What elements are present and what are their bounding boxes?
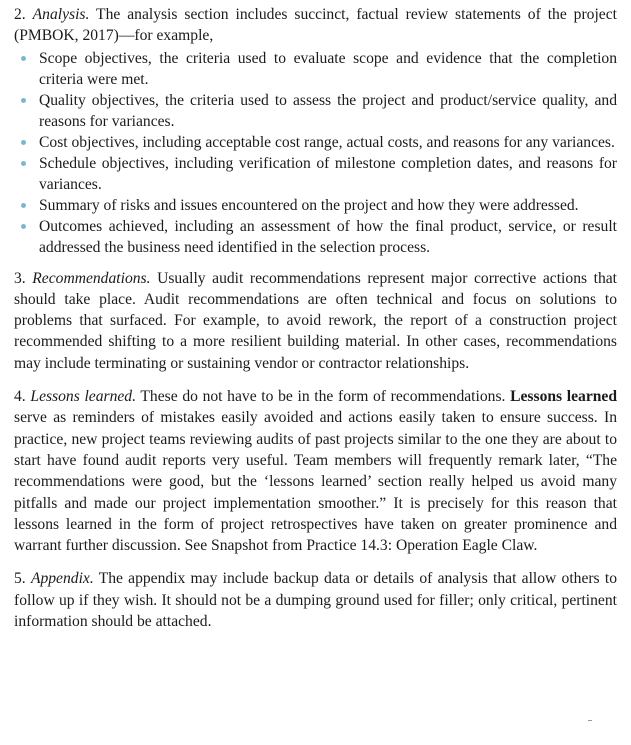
section-paragraph — [14, 4, 617, 47]
list-item — [39, 90, 617, 132]
section-appendix — [14, 568, 617, 632]
list-item — [39, 48, 617, 90]
section-title: Recommendations. — [32, 269, 151, 287]
section-title: Analysis. — [32, 6, 90, 23]
list-item — [39, 216, 617, 258]
list-item-text: Outcomes achieved, including an assessment of how the final product, service, or result addressed the business need identified in the selection process. — [39, 217, 617, 256]
section-lessons-learned — [14, 386, 617, 556]
section-number: 4. — [14, 388, 26, 406]
section-intro-text: These do not have to be in the form of recommendations. — [140, 388, 506, 406]
list-item — [39, 195, 617, 216]
section-text: serve as reminders of mistakes easily avoided and actions easily taken to ensure success. In practice, new project teams reviewing audits of past projects similar to the one they are about to start have found audit reports very useful. Team members will frequently remark later, “The recommendations were good, but the ‘lessons learned’ section really helped us avoid many pitfalls and made our project implementation smoother.” It is precisely for this reason that lessons learned in the form of project retrospectives have taken on greater prominence and warrant further discussion. See Snapshot from Practice 14.3: Operation Eagle Claw. — [14, 409, 617, 555]
list-item-text: Summary of risks and issues encountered on the project and how they were addressed. — [39, 196, 579, 214]
section-recommendations — [14, 268, 617, 374]
section-text: The appendix may include backup data or details of analysis that allow others to follow up if they wish. It should not be a dumping ground used for filler; only critical, pertinent information should be attached. — [14, 570, 617, 631]
page-mark — [588, 720, 592, 721]
list-item-text: Quality objectives, the criteria used to assess the project and product/service quality, and reasons for variances. — [39, 91, 617, 130]
section-paragraph — [14, 386, 617, 556]
bullet-icon — [21, 140, 26, 145]
bullet-icon — [21, 161, 26, 166]
section-number: 2. — [14, 6, 26, 23]
section-title: Appendix. — [30, 570, 94, 588]
section-paragraph — [14, 568, 617, 632]
section-paragraph — [14, 268, 617, 374]
section-title: Lessons learned. — [30, 388, 136, 406]
bold-term: Lessons learned — [510, 388, 618, 406]
bullet-icon — [21, 224, 26, 229]
list-item-text: Schedule objectives, including verification of milestone completion dates, and reasons for variances. — [39, 154, 617, 193]
bullet-list — [14, 48, 617, 258]
bullet-icon — [21, 203, 26, 208]
list-item-text: Scope objectives, the criteria used to evaluate scope and evidence that the completion criteria were met. — [39, 49, 617, 88]
section-text: The analysis section includes succinct, factual review statements of the project (PMBOK, 2017)—for example, — [14, 6, 617, 45]
bullet-icon — [21, 98, 26, 103]
section-number: 3. — [14, 269, 26, 287]
bullet-icon — [21, 56, 26, 61]
list-item — [39, 153, 617, 195]
list-item-text: Cost objectives, including acceptable cost range, actual costs, and reasons for any variances. — [39, 133, 615, 151]
section-text: Usually audit recommendations represent major corrective actions that should take place. Audit recommendations are often technical and focus on solutions to problems that surfaced. For example, to avoid rework, the report of a construction project recommended shifting to a more resilient building material. In other cases, recommendations may include terminating or sustaining vendor or contractor relationships. — [14, 269, 618, 372]
section-number: 5. — [14, 570, 26, 588]
list-item — [39, 132, 617, 153]
section-analysis — [14, 4, 617, 258]
